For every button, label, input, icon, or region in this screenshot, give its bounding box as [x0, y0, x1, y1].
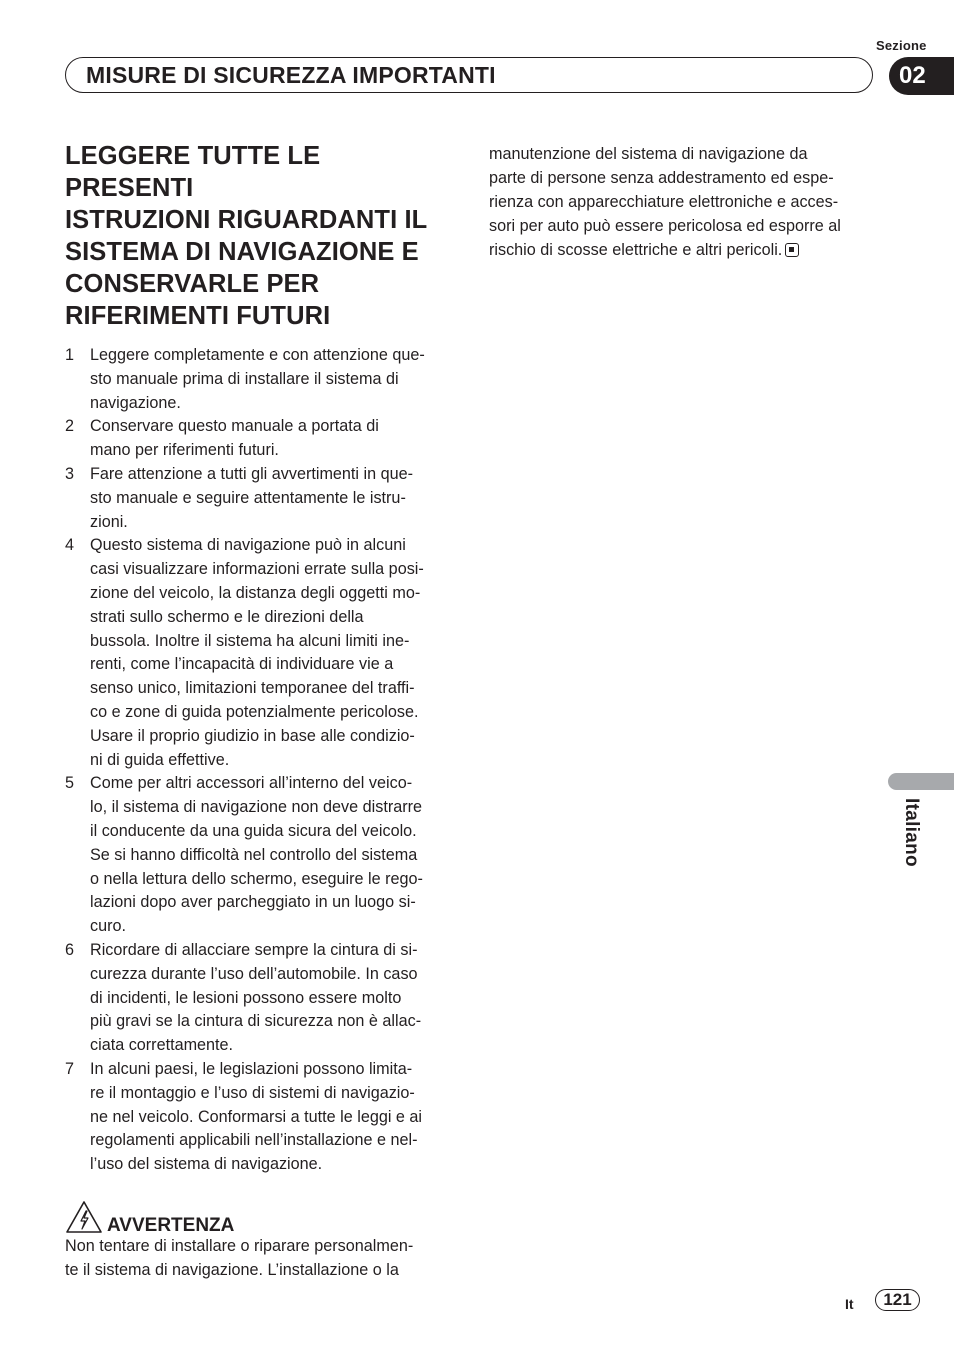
step-number: 6 — [65, 940, 75, 959]
left-column — [65, 140, 455, 1282]
warning-heading — [65, 1198, 455, 1234]
step-number: 3 — [65, 464, 75, 483]
step-line: bussola. Inoltre il sistema ha alcuni limiti ine- — [90, 631, 410, 650]
list-item — [65, 415, 455, 463]
step-line: sto manuale e seguire attentamente le istru- — [90, 488, 406, 507]
warning-block — [65, 1198, 455, 1282]
instruction-list — [65, 344, 455, 1177]
step-line: regolamenti applicabili nell’installazione e nel- — [90, 1131, 418, 1150]
step-line: più gravi se la cintura di sicurezza non è allac- — [90, 1012, 422, 1031]
end-of-section-icon — [785, 243, 799, 257]
step-line: strati sullo schermo e le direzioni della — [90, 607, 364, 626]
step-number: 5 — [65, 774, 75, 793]
step-number: 1 — [65, 346, 75, 364]
section-label: Sezione — [876, 38, 927, 53]
right-column — [489, 142, 874, 262]
step-line: Conservare questo manuale a portata di — [90, 417, 379, 436]
list-item — [65, 1058, 455, 1177]
warning-line: te il sistema di navigazione. L’installazione o la — [65, 1260, 399, 1279]
main-title-line: RIFERIMENTI FUTURI — [65, 302, 331, 330]
step-line: zioni. — [90, 512, 128, 531]
language-label: Italiano — [901, 798, 922, 867]
step-number: 2 — [65, 417, 75, 436]
language-code: It — [845, 1296, 854, 1312]
step-line: ciata correttamente. — [90, 1036, 234, 1055]
warning-line: Non tentare di installare o riparare personalmen- — [65, 1236, 414, 1255]
step-line: renti, come l’incapacità di individuare vie a — [90, 655, 394, 674]
step-line: zione del veicolo, la distanza degli oggetti mo- — [90, 583, 421, 602]
list-item — [65, 772, 455, 939]
step-line: senso unico, limitazioni temporanee del traffi- — [90, 679, 415, 698]
step-line: ne nel veicolo. Conformarsi a tutte le leggi e ai — [90, 1107, 423, 1126]
header-title: MISURE DI SICUREZZA IMPORTANTI — [86, 62, 496, 88]
warning-line: sori per auto può essere pericolosa ed esporre al — [489, 217, 841, 235]
step-line: curo. — [90, 917, 126, 936]
main-title-line: LEGGERE TUTTE LE PRESENTI — [65, 142, 321, 202]
step-number: 7 — [65, 1059, 75, 1078]
step-line: Questo sistema di navigazione può in alcuni — [90, 536, 406, 555]
step-line: Come per altri accessori all’interno del veico- — [90, 774, 413, 793]
step-line: mano per riferimenti futuri. — [90, 441, 279, 460]
step-line: lazioni dopo aver parcheggiato in un luogo si- — [90, 893, 416, 912]
language-tab — [888, 773, 954, 790]
step-line: lo, il sistema di navigazione non deve distrarre — [90, 798, 423, 817]
electric-shock-warning-icon — [65, 1200, 103, 1234]
step-line: ni di guida effettive. — [90, 750, 230, 769]
section-number-badge — [889, 57, 954, 95]
warning-line: manutenzione del sistema di navigazione da — [489, 145, 808, 163]
step-line: In alcuni paesi, le legislazioni possono limita- — [90, 1059, 413, 1078]
step-line: o nella lettura dello schermo, eseguire le rego- — [90, 869, 423, 888]
step-line: re il montaggio e l’uso di sistemi di navigazio- — [90, 1083, 415, 1102]
step-number: 4 — [65, 536, 75, 555]
warning-line: rischio di scosse elettriche e altri pericoli. — [489, 241, 783, 259]
step-line: navigazione. — [90, 393, 181, 412]
step-line: sto manuale prima di installare il sistema di — [90, 369, 399, 388]
step-line: Fare attenzione a tutti gli avvertimenti in que- — [90, 464, 414, 483]
step-line: di incidenti, le lesioni possono essere molto — [90, 988, 402, 1007]
warning-text-continued — [489, 142, 874, 262]
main-title-line: SISTEMA DI NAVIGAZIONE E — [65, 238, 419, 266]
header-bar — [65, 57, 873, 93]
step-line: l’uso del sistema di navigazione. — [90, 1155, 323, 1174]
page-number: 121 — [875, 1289, 920, 1311]
main-title-line: CONSERVARLE PER — [65, 270, 320, 298]
step-line: co e zone di guida potenzialmente pericolose. — [90, 702, 419, 721]
step-line: Usare il proprio giudizio in base alle condizio- — [90, 726, 415, 745]
list-item — [65, 534, 455, 772]
warning-label: AVVERTENZA — [107, 1214, 235, 1236]
section-number: 02 — [899, 62, 926, 89]
warning-text — [65, 1234, 455, 1282]
warning-line: parte di persone senza addestramento ed espe- — [489, 169, 834, 187]
step-line: casi visualizzare informazioni errate sulla posi- — [90, 560, 424, 579]
step-line: il conducente da una guida sicura del veicolo. — [90, 821, 417, 840]
step-line: Ricordare di allacciare sempre la cintura di si- — [90, 940, 418, 959]
main-title — [65, 140, 455, 332]
step-line: curezza durante l’uso dell’automobile. In caso — [90, 964, 418, 983]
warning-line: rienza con apparecchiature elettroniche e acces- — [489, 193, 839, 211]
list-item — [65, 939, 455, 1058]
main-title-line: ISTRUZIONI RIGUARDANTI IL — [65, 206, 428, 234]
step-line: Se si hanno difficoltà nel controllo del sistema — [90, 845, 418, 864]
list-item — [65, 463, 455, 534]
step-line: Leggere completamente e con attenzione que- — [90, 346, 425, 364]
list-item — [65, 344, 455, 415]
